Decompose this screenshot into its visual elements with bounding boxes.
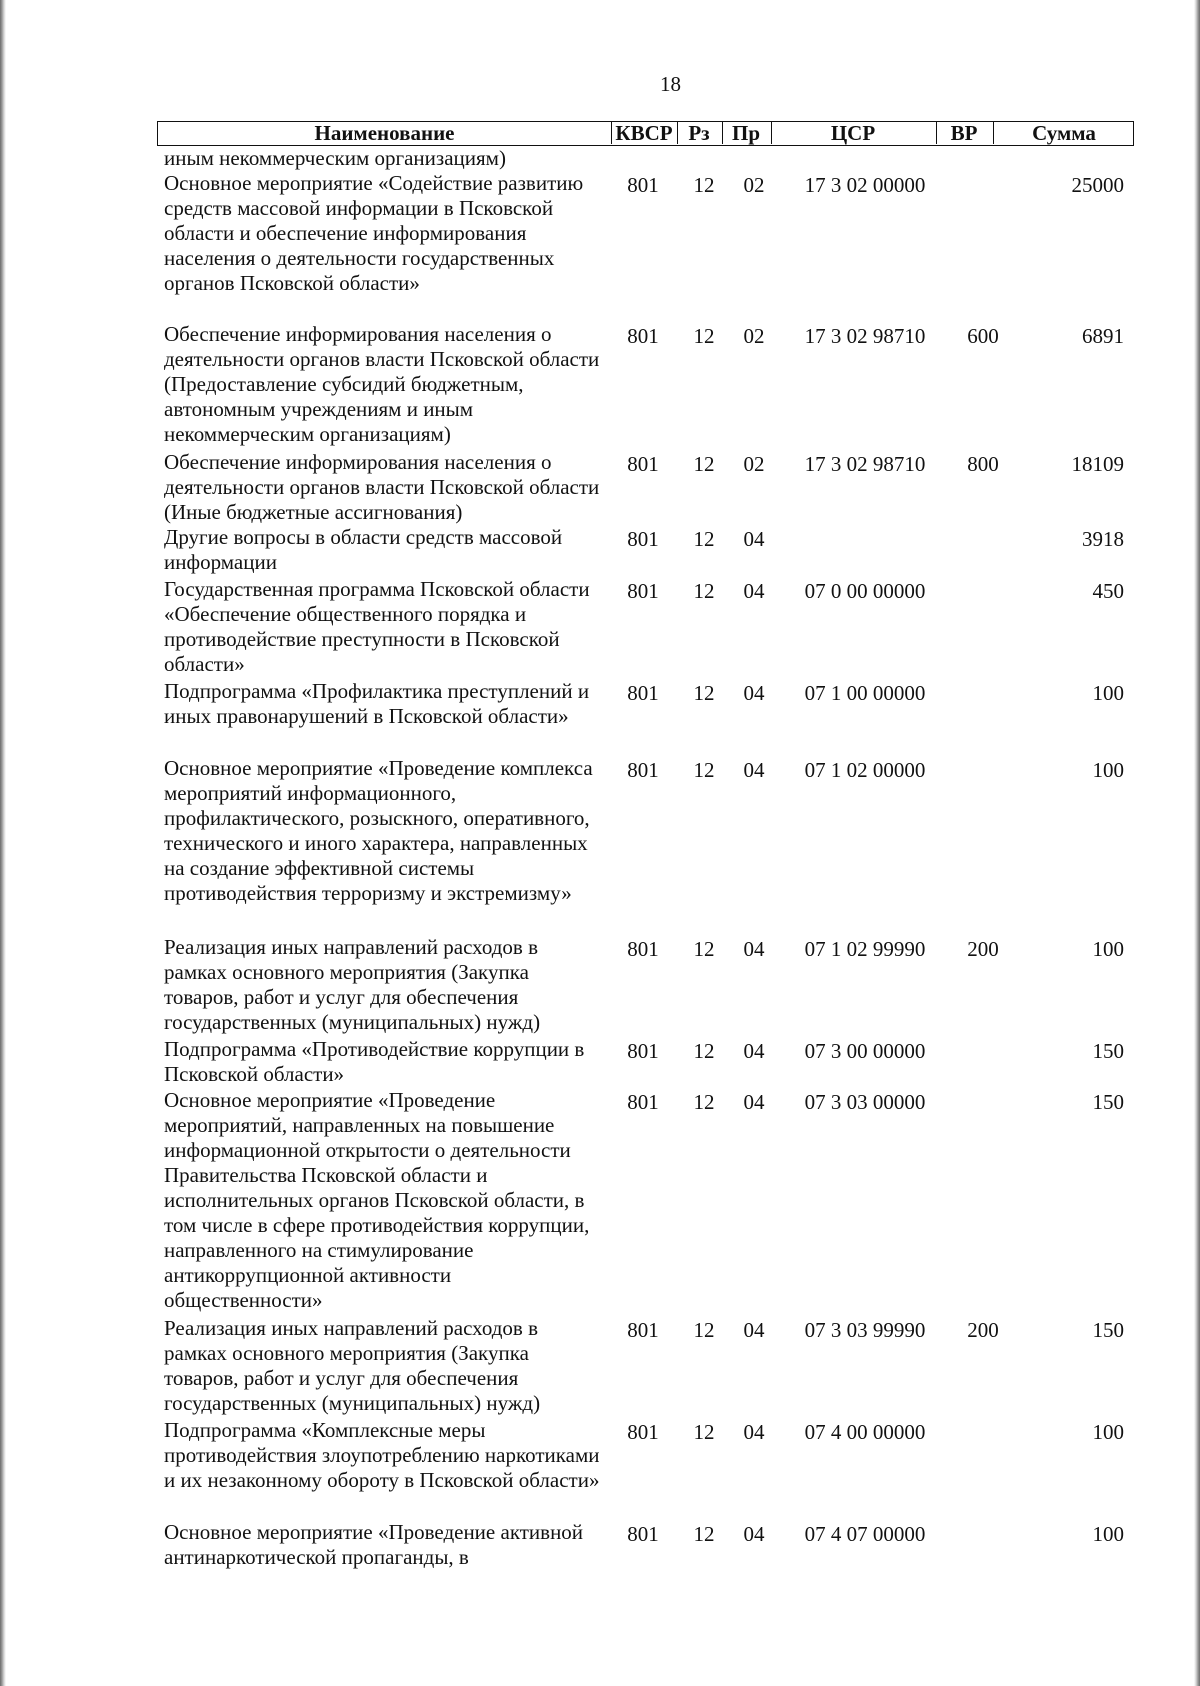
- header-kvsr: КВСР: [615, 121, 673, 145]
- row-name: Подпрограмма «Противодействие коррупции в Псковской области»: [164, 1037, 585, 1086]
- header-divider: [771, 122, 772, 144]
- row-kvsr: 801: [627, 1039, 659, 1063]
- row-csr: 17 3 02 00000: [804, 173, 926, 197]
- row-csr: 17 3 02 98710: [804, 324, 926, 348]
- row-pr: 02: [743, 452, 765, 476]
- row-csr: 07 1 00 00000: [804, 681, 926, 705]
- row-sum: 100: [1092, 1420, 1124, 1444]
- header-divider: [993, 122, 994, 144]
- row-rz: 12: [693, 1039, 715, 1063]
- row-name: Государственная программа Псковской области «Обеспечение общественного порядка и противодействие преступности в Псковской области»: [164, 577, 590, 676]
- row-vr: 200: [967, 1318, 999, 1342]
- row-sum: 100: [1092, 758, 1124, 782]
- row-csr: 07 1 02 99990: [804, 937, 926, 961]
- row-pr: 04: [743, 1039, 765, 1063]
- row-csr: 07 1 02 00000: [804, 758, 926, 782]
- row-vr: 600: [967, 324, 999, 348]
- row-rz: 12: [693, 1522, 715, 1546]
- row-pr: 02: [743, 173, 765, 197]
- row-kvsr: 801: [627, 1090, 659, 1114]
- row-kvsr: 801: [627, 1420, 659, 1444]
- row-kvsr: 801: [627, 173, 659, 197]
- row-name: Подпрограмма «Профилактика преступлений и иных правонарушений в Псковской области»: [164, 679, 590, 728]
- row-pr: 04: [743, 1090, 765, 1114]
- row-vr: 200: [967, 937, 999, 961]
- row-csr: 07 4 00 00000: [804, 1420, 926, 1444]
- row-rz: 12: [693, 173, 715, 197]
- row-vr: 800: [967, 452, 999, 476]
- header-csr: ЦСР: [830, 121, 876, 145]
- header-sum: Сумма: [1032, 121, 1096, 145]
- row-rz: 12: [693, 758, 715, 782]
- row-rz: 12: [693, 1090, 715, 1114]
- row-sum: 3918: [1082, 527, 1124, 551]
- table-header: [157, 121, 1134, 146]
- row-kvsr: 801: [627, 452, 659, 476]
- row-kvsr: 801: [627, 1318, 659, 1342]
- row-pr: 04: [743, 758, 765, 782]
- row-sum: 150: [1092, 1318, 1124, 1342]
- row-csr: 07 3 03 99990: [804, 1318, 926, 1342]
- header-name: Наименование: [314, 121, 455, 145]
- row-rz: 12: [693, 1420, 715, 1444]
- row-csr: 17 3 02 98710: [804, 452, 926, 476]
- row-sum: 25000: [1071, 173, 1124, 197]
- row-rz: 12: [693, 579, 715, 603]
- row-pr: 04: [743, 1522, 765, 1546]
- row-sum: 450: [1092, 579, 1124, 603]
- row-kvsr: 801: [627, 579, 659, 603]
- row-rz: 12: [693, 452, 715, 476]
- row-sum: 6891: [1082, 324, 1124, 348]
- row-name: Основное мероприятие «Проведение активной антинаркотической пропаганды, в: [164, 1520, 584, 1569]
- header-rz: Рз: [688, 121, 710, 145]
- row-kvsr: 801: [627, 681, 659, 705]
- row-kvsr: 801: [627, 324, 659, 348]
- header-vr: ВР: [950, 121, 978, 145]
- scan-edge-left: [0, 0, 6, 1686]
- row-rz: 12: [693, 324, 715, 348]
- row-rz: 12: [693, 1318, 715, 1342]
- row-rz: 12: [693, 527, 715, 551]
- header-divider: [677, 122, 678, 144]
- row-kvsr: 801: [627, 1522, 659, 1546]
- row-name: Обеспечение информирования населения о деятельности органов власти Псковской области (Предоставление субсидий бюджетным, автономным учреждениям и иным некоммерческим организациям): [164, 322, 600, 446]
- row-name: Другие вопросы в области средств массовой информации: [164, 525, 563, 574]
- row-kvsr: 801: [627, 527, 659, 551]
- row-name: Реализация иных направлений расходов в рамках основного мероприятия (Закупка товаров, работ и услуг для обеспечения государственных (муниципальных) нужд): [164, 1316, 541, 1415]
- scan-edge-right: [1194, 0, 1200, 1686]
- header-pr: Пр: [731, 121, 760, 145]
- row-pr: 04: [743, 937, 765, 961]
- header-divider: [936, 122, 937, 144]
- row-sum: 18109: [1071, 452, 1124, 476]
- row-sum: 100: [1092, 937, 1124, 961]
- row-sum: 150: [1092, 1090, 1124, 1114]
- row-name: иным некоммерческим организациям): [164, 146, 506, 170]
- row-csr: 07 3 03 00000: [804, 1090, 926, 1114]
- row-kvsr: 801: [627, 937, 659, 961]
- page-number: 18: [660, 72, 681, 96]
- row-csr: 07 4 07 00000: [804, 1522, 926, 1546]
- row-sum: 100: [1092, 681, 1124, 705]
- row-pr: 04: [743, 579, 765, 603]
- row-pr: 04: [743, 527, 765, 551]
- row-name: Основное мероприятие «Проведение комплекса мероприятий информационного, профилактического, розыскного, оперативного, технического и иного характера, направленных на создание эффективной системы противодействия терроризму и экстремизму»: [164, 756, 593, 905]
- row-name: Основное мероприятие «Содействие развитию средств массовой информации в Псковской области и обеспечение информирования населения о деятельности государственных органов Псковской области»: [164, 171, 584, 295]
- row-pr: 04: [743, 1420, 765, 1444]
- header-divider: [722, 122, 723, 144]
- row-name: Обеспечение информирования населения о деятельности органов власти Псковской области (Иные бюджетные ассигнования): [164, 450, 600, 524]
- header-divider: [611, 122, 612, 144]
- row-csr: 07 3 00 00000: [804, 1039, 926, 1063]
- row-pr: 02: [743, 324, 765, 348]
- row-name: Подпрограмма «Комплексные меры противодействия злоупотреблению наркотиками и их незаконному обороту в Псковской области»: [164, 1418, 600, 1492]
- row-csr: 07 0 00 00000: [804, 579, 926, 603]
- row-name: Основное мероприятие «Проведение мероприятий, направленных на повышение информационной открытости о деятельности Правительства Псковской области и исполнительных органов Псковской области, в том числе в сфере противодействия коррупции, направленного на стимулирование антикоррупционной активности общественности»: [164, 1088, 590, 1312]
- row-pr: 04: [743, 1318, 765, 1342]
- row-sum: 150: [1092, 1039, 1124, 1063]
- row-rz: 12: [693, 681, 715, 705]
- row-pr: 04: [743, 681, 765, 705]
- row-sum: 100: [1092, 1522, 1124, 1546]
- row-name: Реализация иных направлений расходов в рамках основного мероприятия (Закупка товаров, работ и услуг для обеспечения государственных (муниципальных) нужд): [164, 935, 541, 1034]
- row-kvsr: 801: [627, 758, 659, 782]
- row-rz: 12: [693, 937, 715, 961]
